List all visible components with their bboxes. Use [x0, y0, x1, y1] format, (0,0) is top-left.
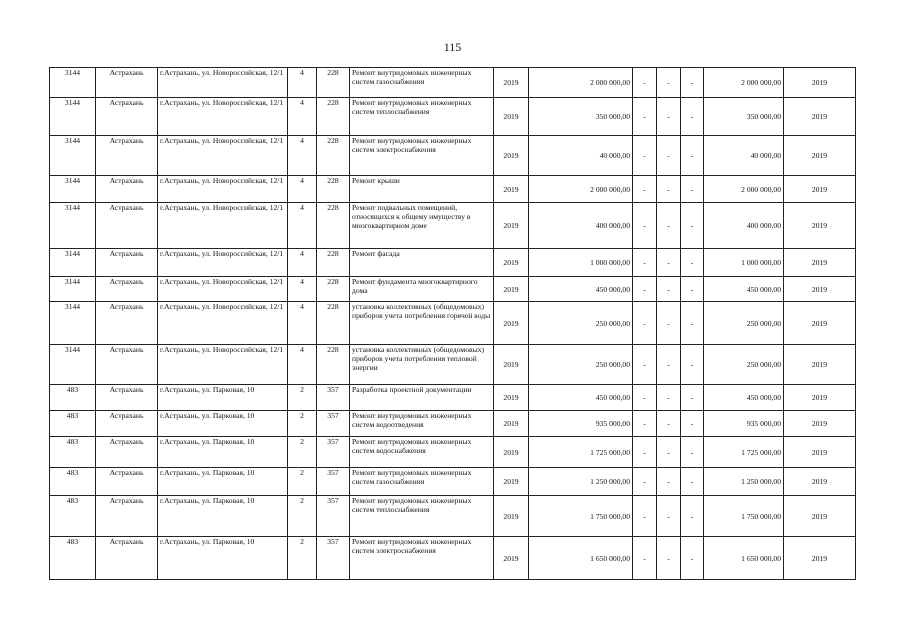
cell-city: Астрахань [96, 302, 158, 345]
cell-work-type: Ремонт внутридомовых инженерных систем газоснабжения [350, 68, 494, 98]
cell-object-id: 3144 [50, 249, 96, 277]
cell-year-end: 2019 [784, 345, 856, 385]
table-row [50, 437, 856, 468]
cell-floors: 4 [288, 249, 317, 277]
cell-city: Астрахань [96, 136, 158, 176]
cell-cost: 1 250 000,00 [529, 468, 633, 496]
cell-year-end: 2019 [784, 302, 856, 345]
cell-dash-2: - [657, 468, 681, 496]
page-number: 115 [443, 40, 462, 54]
cell-address: г.Астрахань, ул. Новороссийская, 12/1 [158, 302, 288, 345]
cell-apartments: 228 [317, 176, 350, 203]
cell-total: 400 000,00 [704, 203, 784, 249]
table-row [50, 385, 856, 411]
cell-floors: 4 [288, 68, 317, 98]
cell-year-end: 2019 [784, 496, 856, 537]
cell-floors: 2 [288, 537, 317, 580]
cell-cost: 2 000 000,00 [529, 176, 633, 203]
cell-dash-3: - [681, 385, 704, 411]
cell-total: 40 000,00 [704, 136, 784, 176]
cell-dash-3: - [681, 249, 704, 277]
cell-object-id: 483 [50, 385, 96, 411]
cell-apartments: 228 [317, 203, 350, 249]
cell-year-end: 2019 [784, 98, 856, 136]
cell-dash-3: - [681, 468, 704, 496]
table-row [50, 411, 856, 437]
cell-total: 1 250 000,00 [704, 468, 784, 496]
cell-dash-2: - [657, 249, 681, 277]
cell-address: г.Астрахань, ул. Новороссийская, 12/1 [158, 136, 288, 176]
table-row [50, 496, 856, 537]
cell-year-end: 2019 [784, 385, 856, 411]
cell-dash-1: - [633, 468, 657, 496]
cell-apartments: 357 [317, 468, 350, 496]
cell-total: 1 725 000,00 [704, 437, 784, 468]
cell-floors: 4 [288, 345, 317, 385]
cell-floors: 4 [288, 277, 317, 302]
cell-city: Астрахань [96, 496, 158, 537]
table-row [50, 176, 856, 203]
cell-address: г.Астрахань, ул. Новороссийская, 12/1 [158, 176, 288, 203]
cell-work-type: Ремонт внутридомовых инженерных систем электроснабжения [350, 537, 494, 580]
cell-city: Астрахань [96, 437, 158, 468]
cell-city: Астрахань [96, 68, 158, 98]
cell-year: 2019 [494, 136, 529, 176]
cell-dash-2: - [657, 68, 681, 98]
cell-object-id: 3144 [50, 136, 96, 176]
cell-apartments: 228 [317, 98, 350, 136]
cell-cost: 935 000,00 [529, 411, 633, 437]
cell-dash-2: - [657, 385, 681, 411]
cell-address: г.Астрахань, ул. Новороссийская, 12/1 [158, 68, 288, 98]
cell-year-end: 2019 [784, 411, 856, 437]
table-row [50, 68, 856, 98]
cell-dash-3: - [681, 537, 704, 580]
cell-dash-2: - [657, 437, 681, 468]
cell-year: 2019 [494, 302, 529, 345]
cell-dash-1: - [633, 136, 657, 176]
cell-year: 2019 [494, 277, 529, 302]
cell-dash-3: - [681, 411, 704, 437]
cell-total: 250 000,00 [704, 302, 784, 345]
table-row [50, 249, 856, 277]
cell-dash-2: - [657, 302, 681, 345]
cell-dash-1: - [633, 302, 657, 345]
cell-total: 2 000 000,00 [704, 68, 784, 98]
cell-year: 2019 [494, 385, 529, 411]
cell-dash-2: - [657, 98, 681, 136]
cell-cost: 450 000,00 [529, 385, 633, 411]
cell-total: 935 000,00 [704, 411, 784, 437]
cell-apartments: 357 [317, 496, 350, 537]
cell-dash-2: - [657, 345, 681, 385]
cell-work-type: Ремонт внутридомовых инженерных систем теплоснабжения [350, 98, 494, 136]
cell-work-type: Ремонт внутридомовых инженерных систем водоотведения [350, 411, 494, 437]
cell-year: 2019 [494, 437, 529, 468]
cell-work-type: Ремонт внутридомовых инженерных систем электроснабжения [350, 136, 494, 176]
cell-dash-3: - [681, 136, 704, 176]
cell-floors: 2 [288, 496, 317, 537]
cell-work-type: Ремонт подвальных помещений, относящихся к общему имуществу в многоквартирном доме [350, 203, 494, 249]
cell-apartments: 228 [317, 277, 350, 302]
cell-object-id: 483 [50, 496, 96, 537]
cell-dash-1: - [633, 385, 657, 411]
cell-total: 450 000,00 [704, 277, 784, 302]
cell-apartments: 228 [317, 302, 350, 345]
cell-total: 450 000,00 [704, 385, 784, 411]
cell-dash-1: - [633, 176, 657, 203]
cell-cost: 40 000,00 [529, 136, 633, 176]
cell-floors: 2 [288, 437, 317, 468]
cell-dash-1: - [633, 496, 657, 537]
cell-dash-3: - [681, 277, 704, 302]
cell-dash-1: - [633, 277, 657, 302]
cell-city: Астрахань [96, 277, 158, 302]
cell-dash-3: - [681, 496, 704, 537]
table-row [50, 345, 856, 385]
cell-floors: 2 [288, 411, 317, 437]
cell-year: 2019 [494, 176, 529, 203]
cell-year: 2019 [494, 537, 529, 580]
cell-dash-2: - [657, 537, 681, 580]
cell-year-end: 2019 [784, 468, 856, 496]
cell-dash-2: - [657, 496, 681, 537]
cell-city: Астрахань [96, 98, 158, 136]
cell-work-type: Ремонт фундамента многоквартирного дома [350, 277, 494, 302]
cell-address: г.Астрахань, ул. Новороссийская, 12/1 [158, 345, 288, 385]
cell-year: 2019 [494, 98, 529, 136]
cell-total: 350 000,00 [704, 98, 784, 136]
cell-address: г.Астрахань, ул. Парковая, 10 [158, 411, 288, 437]
cell-year: 2019 [494, 249, 529, 277]
cell-city: Астрахань [96, 176, 158, 203]
cell-city: Астрахань [96, 385, 158, 411]
cell-dash-2: - [657, 203, 681, 249]
cell-total: 1 750 000,00 [704, 496, 784, 537]
cell-dash-3: - [681, 176, 704, 203]
cell-dash-1: - [633, 203, 657, 249]
cell-dash-1: - [633, 437, 657, 468]
cell-floors: 4 [288, 136, 317, 176]
cell-dash-2: - [657, 411, 681, 437]
cell-address: г.Астрахань, ул. Новороссийская, 12/1 [158, 249, 288, 277]
cell-object-id: 3144 [50, 345, 96, 385]
cell-work-type: установка коллективных (общедомовых) приборов учета потребления тепловой энергии [350, 345, 494, 385]
cell-object-id: 3144 [50, 98, 96, 136]
cell-address: г.Астрахань, ул. Новороссийская, 12/1 [158, 203, 288, 249]
table-row [50, 136, 856, 176]
cell-object-id: 3144 [50, 302, 96, 345]
cell-object-id: 483 [50, 468, 96, 496]
cell-object-id: 3144 [50, 68, 96, 98]
cell-apartments: 228 [317, 345, 350, 385]
cell-year-end: 2019 [784, 537, 856, 580]
cell-address: г.Астрахань, ул. Новороссийская, 12/1 [158, 98, 288, 136]
cell-cost: 1 000 000,00 [529, 249, 633, 277]
cell-cost: 2 000 000,00 [529, 68, 633, 98]
cell-apartments: 357 [317, 537, 350, 580]
cell-address: г.Астрахань, ул. Парковая, 10 [158, 468, 288, 496]
cell-floors: 4 [288, 98, 317, 136]
cell-city: Астрахань [96, 468, 158, 496]
cell-dash-1: - [633, 537, 657, 580]
cell-address: г.Астрахань, ул. Новороссийская, 12/1 [158, 277, 288, 302]
cell-work-type: установка коллективных (общедомовых) приборов учета потребления горячей воды [350, 302, 494, 345]
cell-apartments: 228 [317, 136, 350, 176]
cell-object-id: 483 [50, 437, 96, 468]
cell-address: г.Астрахань, ул. Парковая, 10 [158, 537, 288, 580]
cell-year: 2019 [494, 68, 529, 98]
cell-work-type: Ремонт фасада [350, 249, 494, 277]
cell-city: Астрахань [96, 411, 158, 437]
table-row [50, 302, 856, 345]
cell-floors: 2 [288, 385, 317, 411]
cell-cost: 350 000,00 [529, 98, 633, 136]
cell-year-end: 2019 [784, 203, 856, 249]
cell-cost: 1 650 000,00 [529, 537, 633, 580]
cell-dash-1: - [633, 249, 657, 277]
cell-total: 1 650 000,00 [704, 537, 784, 580]
table-row [50, 98, 856, 136]
cell-year-end: 2019 [784, 249, 856, 277]
cell-cost: 1 725 000,00 [529, 437, 633, 468]
cell-dash-3: - [681, 437, 704, 468]
cell-floors: 2 [288, 468, 317, 496]
cell-address: г.Астрахань, ул. Парковая, 10 [158, 437, 288, 468]
cell-floors: 4 [288, 302, 317, 345]
cell-apartments: 357 [317, 437, 350, 468]
cell-dash-1: - [633, 345, 657, 385]
cell-object-id: 483 [50, 411, 96, 437]
cell-work-type: Ремонт крыши [350, 176, 494, 203]
cell-address: г.Астрахань, ул. Парковая, 10 [158, 496, 288, 537]
cell-year-end: 2019 [784, 277, 856, 302]
cell-work-type: Разработка проектной документации [350, 385, 494, 411]
cell-floors: 4 [288, 203, 317, 249]
cell-cost: 450 000,00 [529, 277, 633, 302]
cell-year: 2019 [494, 411, 529, 437]
cell-object-id: 483 [50, 537, 96, 580]
cell-year: 2019 [494, 468, 529, 496]
cell-object-id: 3144 [50, 277, 96, 302]
cell-object-id: 3144 [50, 203, 96, 249]
cell-city: Астрахань [96, 537, 158, 580]
cell-year: 2019 [494, 345, 529, 385]
cell-dash-3: - [681, 345, 704, 385]
table-row [50, 537, 856, 580]
cell-dash-3: - [681, 68, 704, 98]
cell-dash-2: - [657, 176, 681, 203]
cell-dash-3: - [681, 98, 704, 136]
cell-dash-3: - [681, 203, 704, 249]
cell-total: 1 000 000,00 [704, 249, 784, 277]
cell-apartments: 357 [317, 385, 350, 411]
cell-dash-3: - [681, 302, 704, 345]
table-row [50, 277, 856, 302]
cell-object-id: 3144 [50, 176, 96, 203]
cell-total: 2 000 000,00 [704, 176, 784, 203]
table-row [50, 468, 856, 496]
cell-year: 2019 [494, 496, 529, 537]
cell-dash-2: - [657, 136, 681, 176]
cell-apartments: 228 [317, 249, 350, 277]
cell-apartments: 357 [317, 411, 350, 437]
cell-work-type: Ремонт внутридомовых инженерных систем теплоснабжения [350, 496, 494, 537]
cell-cost: 400 000,00 [529, 203, 633, 249]
cell-apartments: 228 [317, 68, 350, 98]
cell-city: Астрахань [96, 203, 158, 249]
cell-year-end: 2019 [784, 437, 856, 468]
cell-dash-1: - [633, 98, 657, 136]
cell-address: г.Астрахань, ул. Парковая, 10 [158, 385, 288, 411]
cell-year: 2019 [494, 203, 529, 249]
table-row [50, 203, 856, 249]
cell-city: Астрахань [96, 249, 158, 277]
cell-dash-1: - [633, 68, 657, 98]
cell-dash-2: - [657, 277, 681, 302]
cell-work-type: Ремонт внутридомовых инженерных систем газоснабжения [350, 468, 494, 496]
cell-year-end: 2019 [784, 68, 856, 98]
cell-total: 250 000,00 [704, 345, 784, 385]
cell-city: Астрахань [96, 345, 158, 385]
cell-work-type: Ремонт внутридомовых инженерных систем водоснабжения [350, 437, 494, 468]
cell-cost: 1 750 000,00 [529, 496, 633, 537]
cell-floors: 4 [288, 176, 317, 203]
cell-cost: 250 000,00 [529, 345, 633, 385]
cell-year-end: 2019 [784, 136, 856, 176]
cell-year-end: 2019 [784, 176, 856, 203]
cell-cost: 250 000,00 [529, 302, 633, 345]
repair-register-table [49, 67, 856, 580]
cell-dash-1: - [633, 411, 657, 437]
